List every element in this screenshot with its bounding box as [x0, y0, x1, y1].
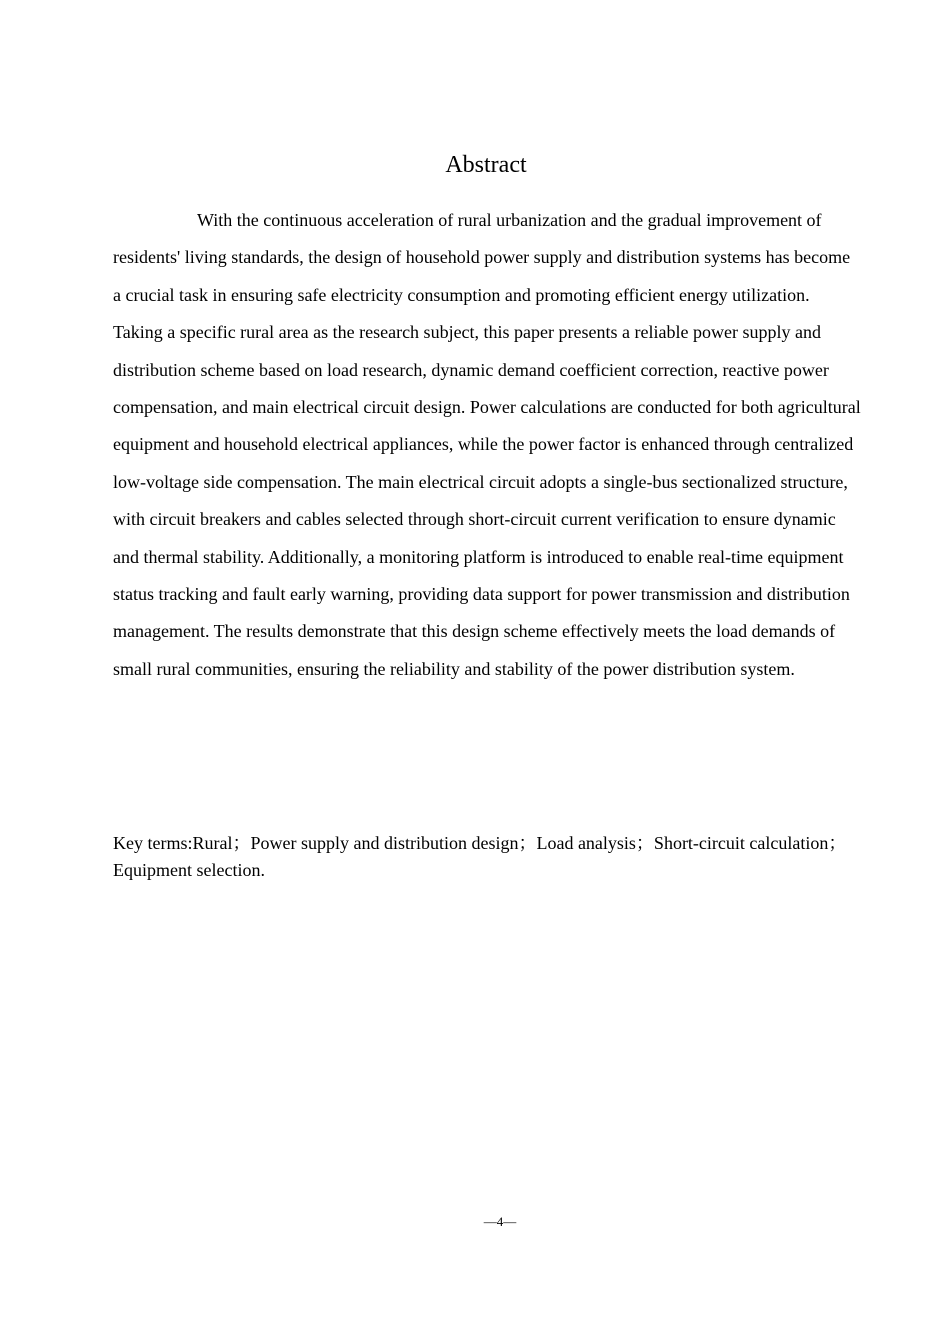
key-terms: Key terms:Rural；Power supply and distribution design；Load analysis；Short-circuit calculation；Equipment selection. — [113, 833, 847, 880]
abstract-title: Abstract — [445, 152, 527, 178]
abstract-body: With the continuous acceleration of rural urbanization and the gradual improvement of residents' living standards, the design of household power supply and distribution systems has become a crucial task in ensuring safe electricity consumption and promoting efficient energy utilization. Taking a specific rural area as the research subject, this paper presents a reliable power supply and distribution scheme based on load research, dynamic demand coefficient correction, reactive power compensation, and main electrical circuit design. Power calculations are conducted for both agricultural equipment and household electrical appliances, while the power factor is enhanced through centralized low-voltage side compensation. The main electrical circuit adopts a single-bus sectionalized structure, with circuit breakers and cables selected through short-circuit current verification to ensure dynamic and thermal stability. Additionally, a monitoring platform is introduced to enable real-time equipment status tracking and fault early warning, providing data support for power transmission and distribution management. The results demonstrate that this design scheme effectively meets the load demands of small rural communities, ensuring the reliability and stability of the power distribution system. — [113, 210, 861, 679]
page-number: —4— — [483, 1214, 517, 1229]
